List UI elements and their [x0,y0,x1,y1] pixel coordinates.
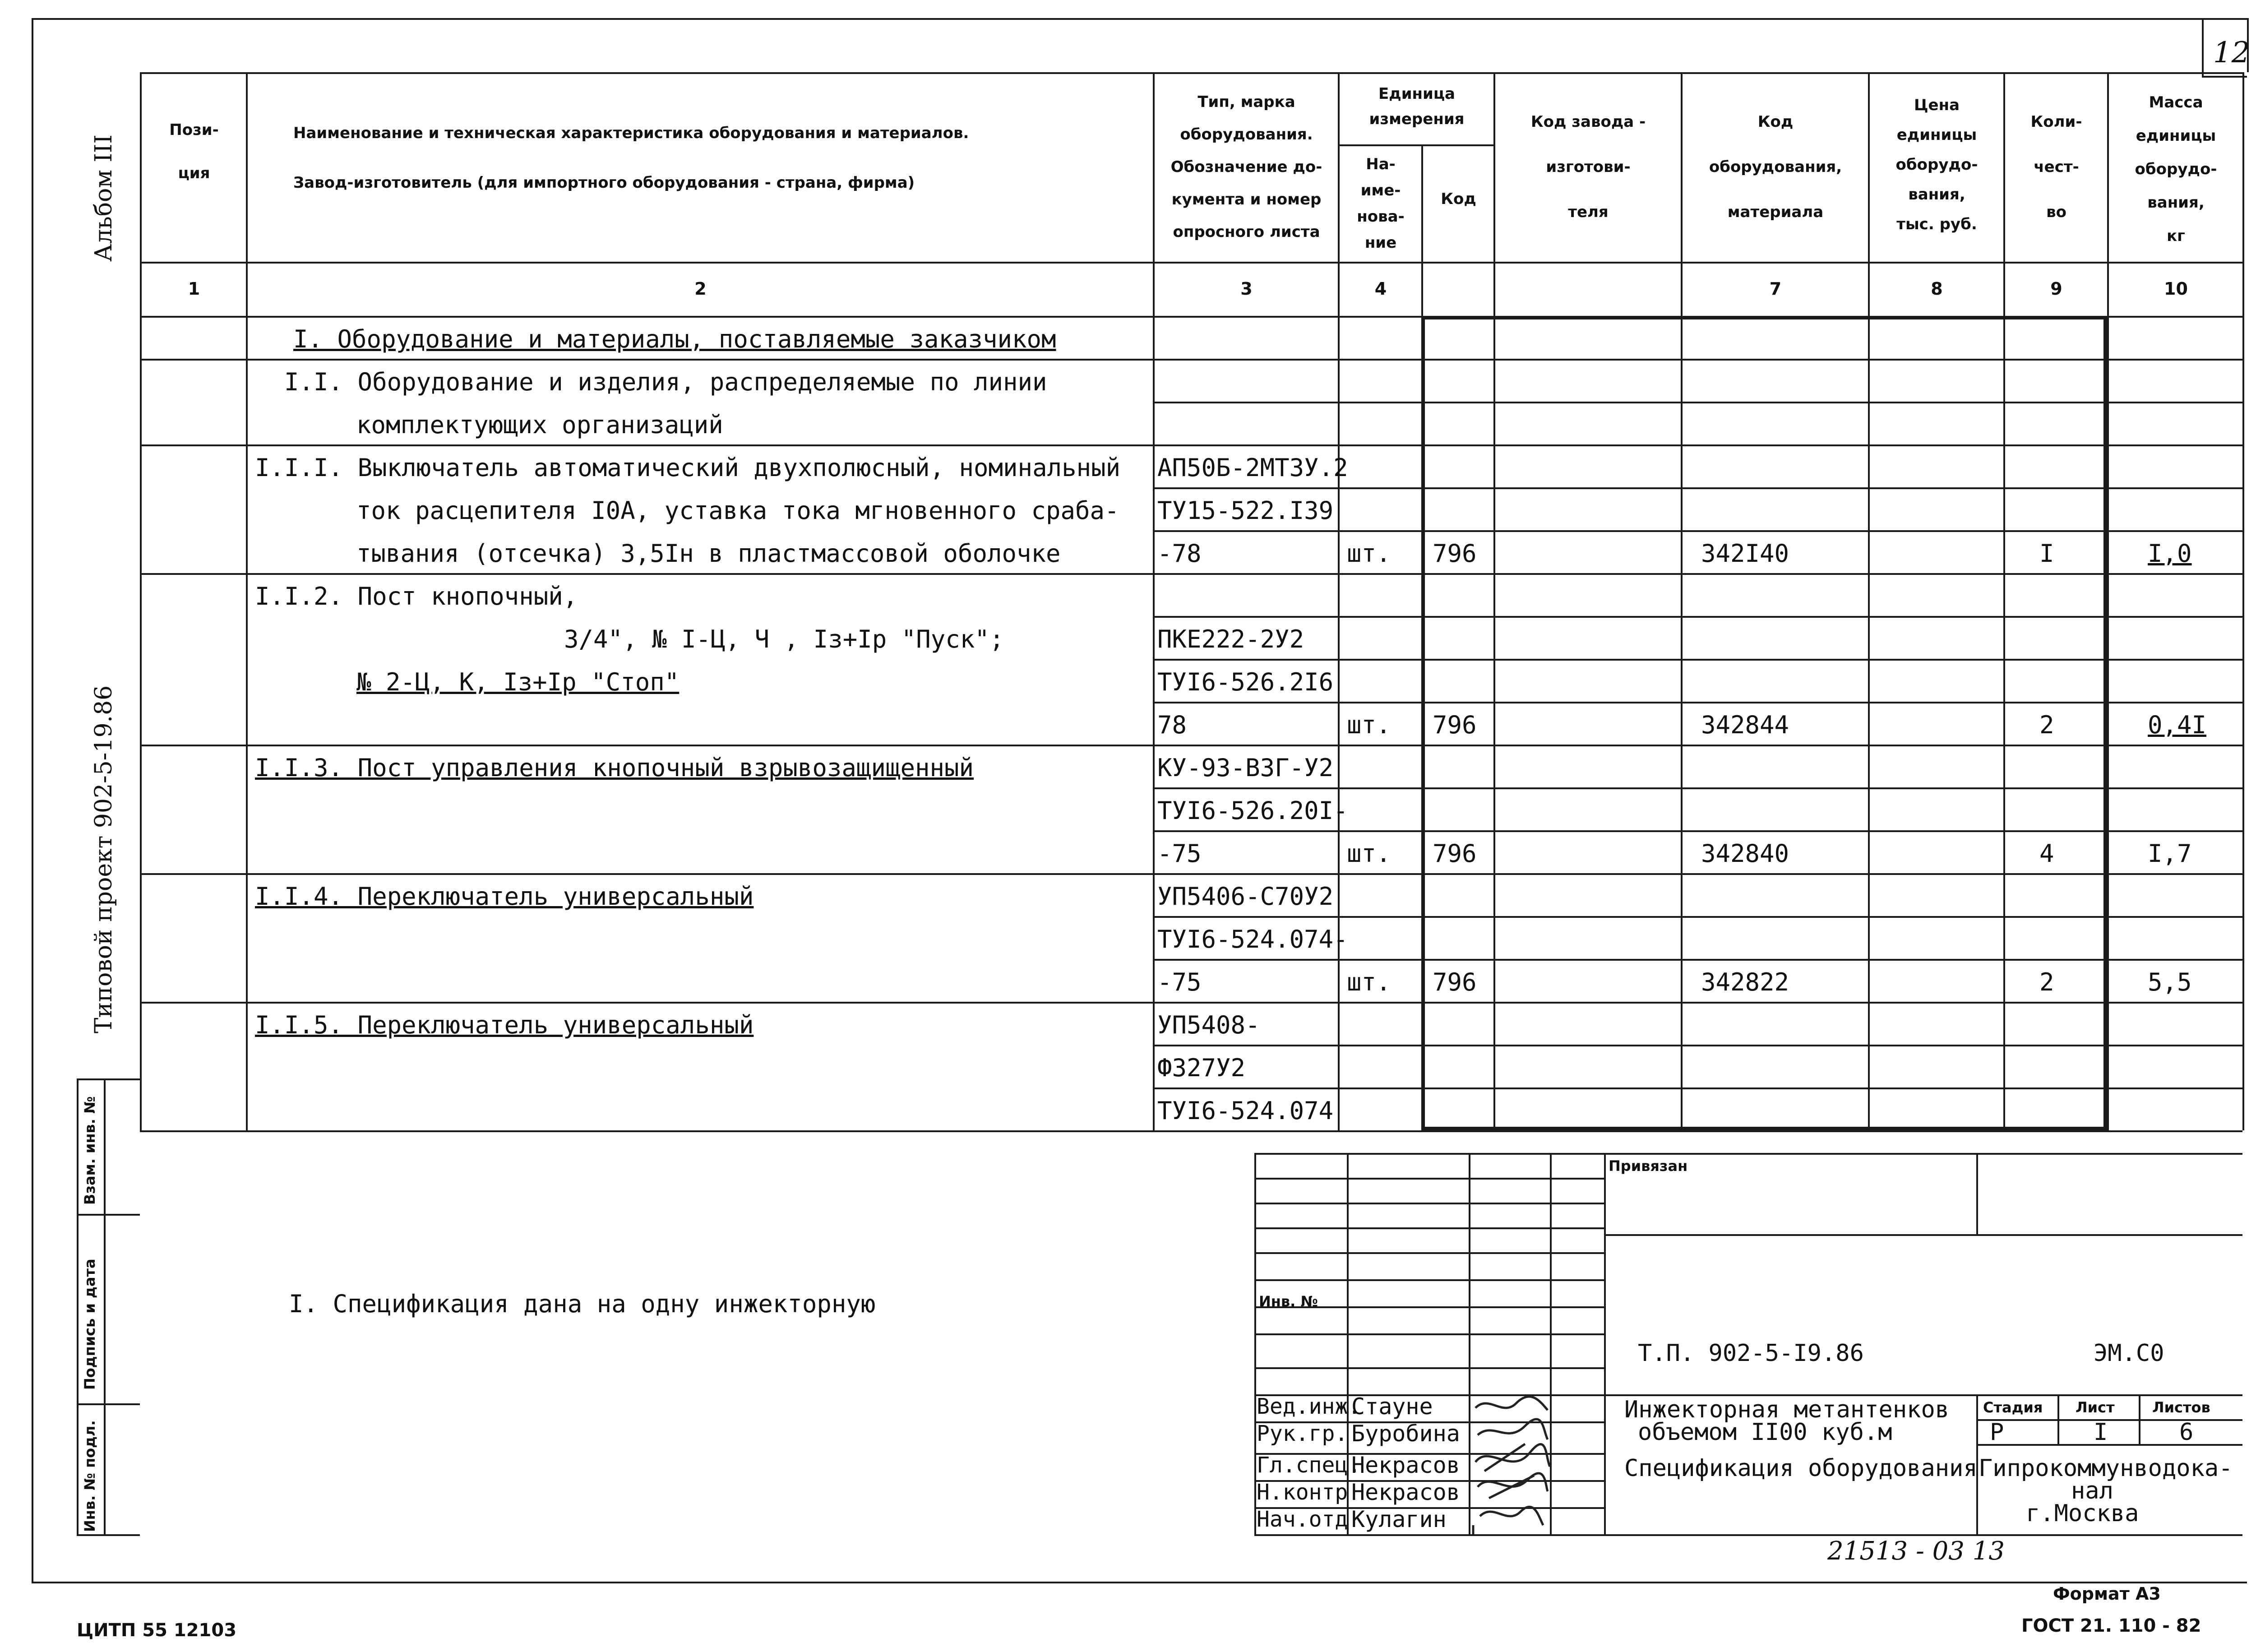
row-mass: I,0 [2148,539,2192,568]
tb-sheets: 6 [2179,1419,2194,1446]
row-unit-code: 796 [1433,839,1477,868]
row-name: тывания (отсечка) 3,5Iн в пластмассовой оболочке [356,539,1061,568]
colnum-8: 8 [1931,279,1943,299]
colnum-1: 1 [188,279,200,299]
colnum-9: 9 [2050,279,2062,299]
side-stamp-left [77,1078,79,1534]
tb-org-line2: нал [2071,1477,2113,1504]
row-name: комплектующих организаций [356,411,723,439]
sheet-number-box-bottom [2202,76,2247,78]
tb-inv-no: Инв. № [1259,1293,1318,1310]
col-line-0 [140,72,142,1130]
item-line [140,745,1153,746]
spec-note: I. Спецификация дана на одну инжекторную [289,1290,876,1318]
colnum-3: 3 [1240,279,1253,299]
tb-person-name: Буробина [1351,1421,1460,1447]
tb-object-line2: объемом II00 куб.м [1638,1419,1892,1446]
row-type: 78 [1157,711,1187,739]
citp-label: ЦИТП 55 12103 [77,1620,237,1641]
tb-left-row-line [1254,1203,1604,1204]
col-line-10 [2242,72,2244,1130]
tb-stage: Р [1990,1419,2004,1446]
header-unit-name: На- име- нова- ние [1357,155,1405,252]
tb-left [1254,1153,1256,1534]
tb-role: Н.контр [1257,1480,1348,1505]
row-type: -75 [1157,968,1202,996]
item-line [140,873,1153,875]
row-equipment-code: 342822 [1701,968,1789,996]
tb-person-name: Некрасов [1351,1452,1460,1478]
tb-sheets-label: Листов [2152,1399,2210,1416]
tb-designation: Т.П. 902-5-I9.86 [1638,1340,1864,1367]
tb-org-line3: г.Москва [2026,1500,2139,1527]
row-name: I.I.3. Пост управления кнопочный взрывозащищенный [255,754,974,782]
side-zam-inv: Взам. инв. № [81,1096,98,1205]
row-mass: I,7 [2148,839,2192,868]
tb-left-row-line [1254,1227,1604,1229]
tb-role: Нач.отд [1257,1507,1348,1532]
tb-privyazan: Привязан [1609,1157,1688,1175]
tb-privyazan-bottom [1604,1234,2242,1236]
side-stamp-sep1 [77,1214,140,1216]
col-line-1 [246,72,248,1130]
tb-top [1254,1153,2242,1155]
header-quantity: Коли- чест- во [2030,113,2082,221]
table-top-line [140,72,2242,74]
side-stamp-top [77,1078,140,1080]
row-name: I.I.2. Пост кнопочный, [255,582,578,611]
tb-stage-bottom [1976,1444,2242,1446]
side-stamp-mid [104,1078,106,1534]
row-name: ток расцепителя I0А, уставка тока мгновенного сраба- [356,496,1119,525]
tb-col-b [1469,1153,1470,1534]
header-price: Цена единицы оборудо- вания, тыс. руб. [1895,96,1978,233]
colnum-10: 10 [2164,279,2188,299]
row-mass: 0,4I [2148,711,2207,739]
col-line-9 [2107,72,2109,1130]
header-unit: Единица измерения [1369,85,1465,128]
tb-role: Рук.гр. [1257,1421,1348,1446]
sheet-number: 12 [2213,36,2250,69]
colnum-2: 2 [694,279,707,299]
side-podpis: Подпись и дата [81,1259,98,1390]
row-name: I.I.4. Переключатель универсальный [255,882,754,911]
row-name: I.I. Оборудование и изделия, распределяемые по линии [284,368,1047,396]
colnum-7: 7 [1769,279,1782,299]
header-name: Наименование и техническая характеристика оборудования и материалов. Завод-изготовитель (для импортного оборудования - страна, фирма) [293,124,969,192]
unit-split-line [1338,144,1493,146]
item-line [140,444,1153,446]
tb-sheet-label: Лист [2076,1399,2115,1416]
row-mass: 5,5 [2148,968,2192,996]
tb-role: Вед.инж. [1257,1394,1361,1419]
tb-object-line1: Инжекторная метантенков [1624,1396,1950,1423]
row-name: I. Оборудование и материалы, поставляемые заказчиком [293,325,1056,353]
tb-col-e [1976,1153,1978,1234]
row-unit-code: 796 [1433,968,1477,996]
tb-sheet: I [2094,1419,2108,1446]
tb-person-name: Кулагин [1351,1506,1447,1532]
tb-person-name: Стауне [1351,1393,1433,1420]
header-equipment-code: Код оборудования, материала [1709,113,1842,221]
tb-left-row-line [1254,1178,1604,1180]
tb-left-row-line [1254,1333,1604,1335]
row-type: ТУ15-522.I39 [1157,496,1334,525]
row-type: УП5406-С70У2 [1157,882,1334,911]
row-type: ТУI6-524.074- [1157,925,1348,953]
tb-doc-title: Спецификация оборудования [1624,1455,1978,1482]
item-line [140,1002,1153,1004]
tb-left-row-line [1254,1367,1604,1369]
frame-left [32,18,33,1582]
side-stamp-sep2 [77,1403,140,1405]
side-inv-podl: Инв. № подл. [81,1420,98,1532]
side-stamp-bottom [77,1534,140,1536]
row-type: ТУI6-524.074 [1157,1097,1334,1125]
table-end-line [140,1130,2242,1132]
row-quantity: I [2039,539,2054,568]
row-equipment-code: 342840 [1701,839,1789,868]
row-name: I.I.I. Выключатель автоматический двухполюсный, номинальный [255,453,1121,482]
row-equipment-code: 342844 [1701,711,1789,739]
header-type: Тип, марка оборудования. Обозначение до- кумента и номер опросного листа [1170,93,1322,241]
tb-doc-code: ЭМ.С0 [2094,1340,2164,1367]
row-name: 3/4", № I-Ц, Ч , Iз+Iр "Пуск"; [564,625,1004,653]
row-unit: шт. [1347,711,1391,739]
header-bottom-line [140,262,2242,264]
row-unit: шт. [1347,968,1391,996]
row-type: ПКЕ222-2У2 [1157,625,1304,653]
row-quantity: 2 [2039,968,2054,996]
gost-label: ГОСТ 21. 110 - 82 [2021,1615,2201,1636]
item-line [140,359,1153,361]
signature-marks [1471,1390,1552,1534]
side-project: Типовой проект 902-5-19.86 [90,685,117,1033]
tb-left-row-line [1254,1252,1604,1254]
frame-bottom [32,1582,2247,1583]
row-unit-code: 796 [1433,711,1477,739]
item-line [140,573,1153,575]
header-maker-code: Код завода - изготови- теля [1530,113,1646,221]
tb-person-name: Некрасов [1351,1479,1460,1505]
header-position: Пози- ция [169,121,219,182]
row-unit: шт. [1347,839,1391,868]
tb-bottom [1254,1534,2242,1536]
row-type: -75 [1157,839,1202,868]
row-unit-code: 796 [1433,539,1477,568]
header-unit-code: Код [1441,190,1476,208]
tb-stage-label: Стадия [1983,1399,2043,1416]
side-album: Альбом III [90,134,117,262]
handwritten-ref: 21513 - 03 13 [1827,1536,2005,1566]
row-type: АП50Б-2МТЗУ.2 [1157,453,1348,482]
row-type: КУ-93-ВЗГ-У2 [1157,754,1334,782]
frame-top [32,18,2247,20]
row-name: I.I.5. Переключатель универсальный [255,1011,754,1039]
header-mass: Масса единицы оборудо- вания, кг [2135,93,2217,245]
col-line-2 [1153,72,1155,1130]
format-label: Формат А3 [2053,1584,2161,1604]
row-type: -78 [1157,539,1202,568]
row-unit: шт. [1347,539,1391,568]
row-equipment-code: 342I40 [1701,539,1789,568]
sheet-number-box-left [2202,18,2204,76]
row-type: Ф327У2 [1157,1054,1246,1082]
row-type: ТУI6-526.2I6 [1157,668,1334,696]
row-type: ТУI6-526.20I- [1157,796,1348,825]
row-quantity: 2 [2039,711,2054,739]
row-quantity: 4 [2039,839,2054,868]
colnum-4: 4 [1374,279,1387,299]
tb-stage-mid [1976,1419,2242,1421]
row-type: УП5408- [1157,1011,1260,1039]
tb-left-row-line [1254,1279,1604,1281]
tb-role: Гл.спец. [1257,1453,1361,1478]
col-line-3 [1338,72,1340,1130]
tb-col-d [1604,1153,1606,1534]
row-name: № 2-Ц, К, Iз+Iр "Стоп" [356,668,680,696]
tb-org-line1: Гипрокоммунводока- [1979,1455,2233,1482]
